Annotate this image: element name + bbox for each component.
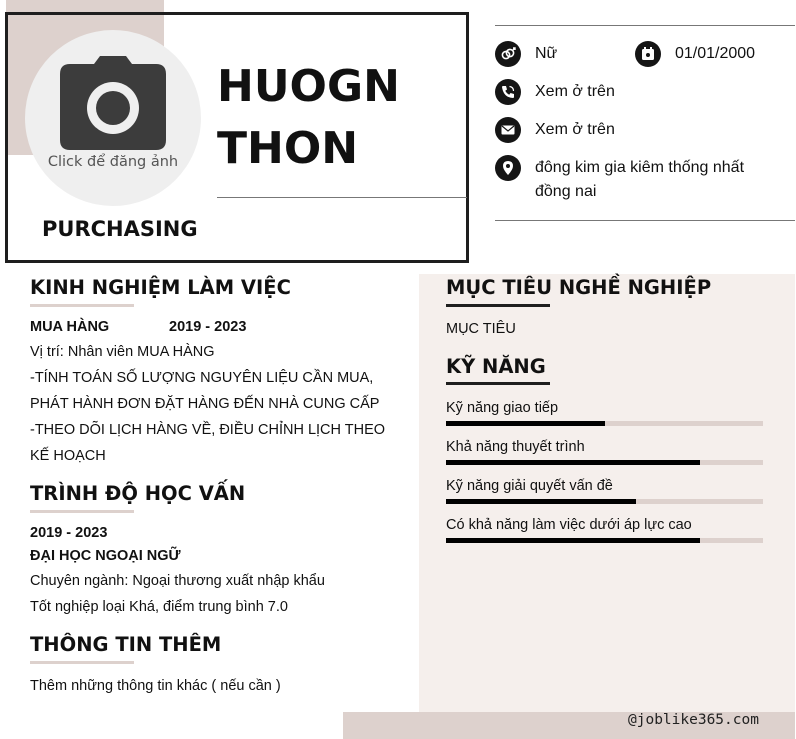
location-icon [495,155,521,181]
skill-label-4[interactable]: Có khả năng làm việc dưới áp lực cao [446,517,692,533]
skill-bar-4 [446,538,763,543]
phone-value[interactable]: Xem ở trên [535,83,615,100]
email-icon [495,117,521,143]
address-value[interactable] [535,156,744,204]
skill-bar-fill [446,421,605,426]
job-position[interactable]: PURCHASING [42,217,198,241]
education-major[interactable]: Chuyên ngành: Ngoại thương xuất nhập khẩu [30,573,325,589]
name-line-1: HUOGN [217,61,400,112]
email-value[interactable]: Xem ở trên [535,121,615,138]
objective-text[interactable]: MỤC TIÊU [446,321,516,337]
skill-bar-fill [446,538,700,543]
experience-line-3[interactable]: -THEO DÕI LỊCH HÀNG VỀ, ĐIỀU CHỈNH LỊCH THEO [30,422,386,438]
education-period[interactable]: 2019 - 2023 [30,525,108,541]
objective-rule [446,304,550,307]
gender-value[interactable]: Nữ [535,45,558,62]
skill-label-1[interactable]: Kỹ năng giao tiếp [446,400,559,416]
experience-role[interactable]: Vị trí: Nhân viên MUA HÀNG [30,344,215,360]
experience-line-2[interactable]: PHÁT HÀNH ĐƠN ĐẶT HÀNG ĐẾN NHÀ CUNG CẤP [30,396,380,412]
skill-label-2[interactable]: Khả năng thuyết trình [446,439,585,455]
contact-divider-bottom [495,220,795,221]
experience-company[interactable]: MUA HÀNG [30,319,110,335]
birthday-value[interactable]: 01/01/2000 [675,45,756,62]
avatar-upload[interactable] [25,30,201,206]
extra-title: THÔNG TIN THÊM [30,633,222,656]
education-rule [30,510,134,513]
extra-text[interactable]: Thêm những thông tin khác ( nếu cần ) [30,678,281,694]
experience-title: KINH NGHIỆM LÀM VIỆC [30,276,291,299]
address-line-2: đồng nai [535,183,597,200]
skill-label-3[interactable]: Kỹ năng giải quyết vấn đề [446,478,613,494]
contact-divider-top [495,25,795,26]
candidate-name[interactable] [217,56,400,180]
address-line-1: đông kim gia kiêm thống nhất [535,159,745,176]
skill-bar-fill [446,460,700,465]
name-divider [217,197,467,198]
skills-title: KỸ NĂNG [446,355,546,378]
skill-bar-1 [446,421,763,426]
skill-bar-3 [446,499,763,504]
education-grade[interactable]: Tốt nghiệp loại Khá, điểm trung bình 7.0 [30,599,288,615]
skill-bar-fill [446,499,636,504]
objective-title: MỤC TIÊU NGHỀ NGHIỆP [446,276,712,299]
skills-rule [446,382,550,385]
phone-icon [495,79,521,105]
photo-caption: Click để đăng ảnh [47,154,179,170]
experience-period[interactable]: 2019 - 2023 [169,319,247,335]
skill-bar-2 [446,460,763,465]
footer-website[interactable]: @joblike365.com [628,712,759,728]
name-line-2: THON [217,123,359,174]
experience-rule [30,304,134,307]
calendar-icon [635,41,661,67]
education-title: TRÌNH ĐỘ HỌC VẤN [30,482,246,505]
extra-rule [30,661,134,664]
experience-line-4[interactable]: KẾ HOẠCH [30,448,106,464]
camera-icon [60,56,166,150]
education-school[interactable]: ĐẠI HỌC NGOẠI NGỮ [30,548,181,564]
gender-icon [495,41,521,67]
experience-line-1[interactable]: -TÍNH TOÁN SỐ LƯỢNG NGUYÊN LIỆU CẦN MUA, [30,370,374,386]
